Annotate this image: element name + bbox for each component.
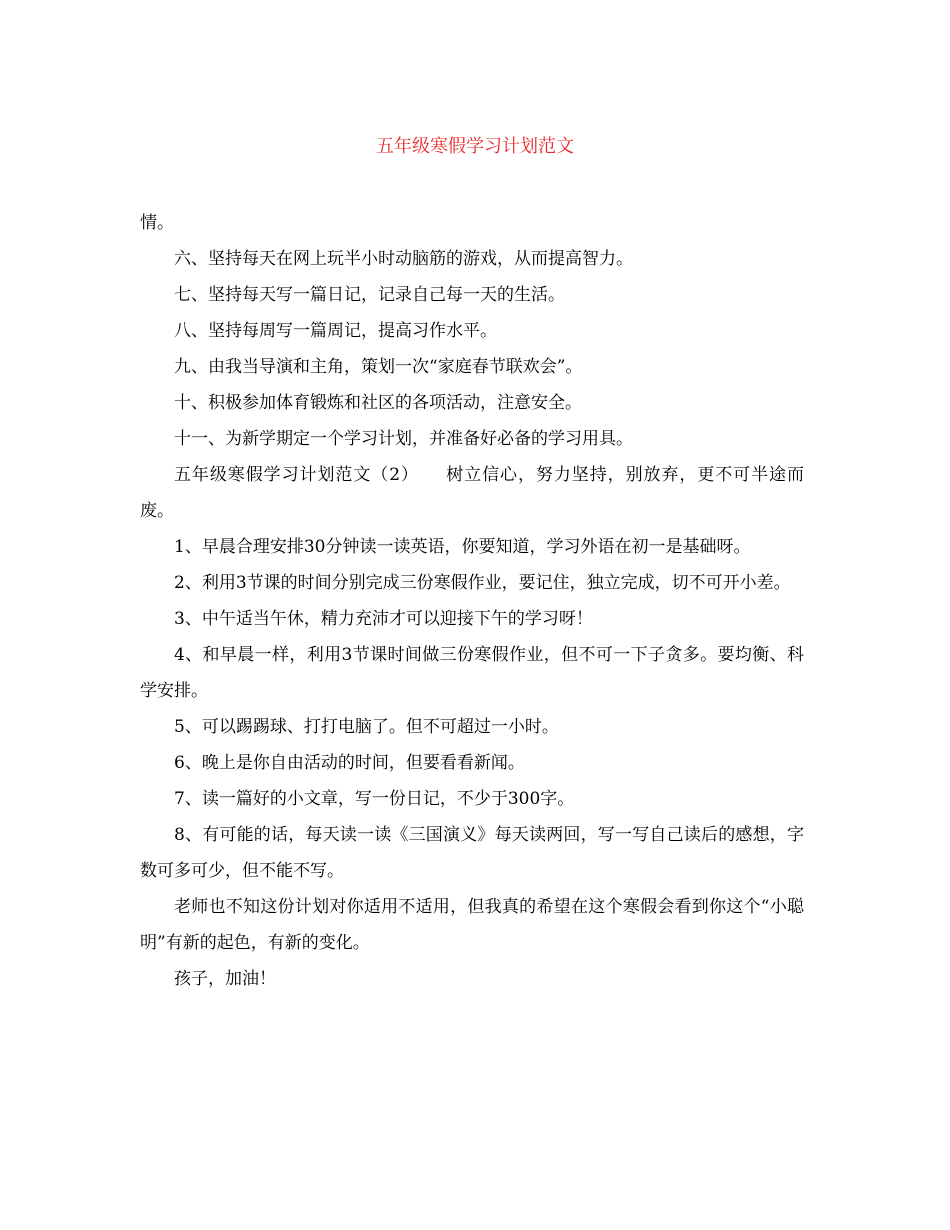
paragraph-2: 六、坚持每天在网上玩半小时动脑筋的游戏，从而提高智力。 xyxy=(174,249,633,269)
paragraph-12: 4、和早晨一样，利用3节课时间做三份寒假作业，但不可一下子贪多。要均衡、科学安排。 xyxy=(140,645,804,701)
paragraph-8: 五年级寒假学习计划范文（2） 树立信心，努力坚持，别放弃，更不可半途而废。 xyxy=(140,465,804,521)
paragraph-5: 九、由我当导演和主角，策划一次“家庭春节联欢会”。 xyxy=(174,357,583,377)
paragraph-10: 2、利用3节课的时间分别完成三份寒假作业，要记住，独立完成，切不可开小差。 xyxy=(174,573,791,593)
paragraph-17: 老师也不知这份计划对你适用不适用，但我真的希望在这个寒假会看到你这个“小聪明”有新的起色，有新的变化。 xyxy=(140,897,804,953)
paragraph-3: 七、坚持每天写一篇日记，记录自己每一天的生活。 xyxy=(174,285,565,305)
paragraph-18: 孩子，加油！ xyxy=(174,969,276,989)
paragraph-11: 3、中午适当午休，精力充沛才可以迎接下午的学习呀！ xyxy=(174,609,593,629)
paragraph-4: 八、坚持每周写一篇周记，提高习作水平。 xyxy=(174,321,497,341)
paragraph-13: 5、可以踢踢球、打打电脑了。但不可超过一小时。 xyxy=(174,717,559,737)
paragraph-16: 8、有可能的话，每天读一读《三国演义》每天读两回，写一写自己读后的感想，字数可多可少，但不能不写。 xyxy=(140,825,804,881)
paragraph-7: 十一、为新学期定一个学习计划，并准备好必备的学习用具。 xyxy=(174,429,633,449)
paragraph-15: 7、读一篇好的小文章，写一份日记，不少于300字。 xyxy=(174,789,575,809)
paragraph-6: 十、积极参加体育锻炼和社区的各项活动，注意安全。 xyxy=(174,393,582,413)
document-title: 五年级寒假学习计划范文 xyxy=(376,136,574,157)
paragraph-14: 6、晚上是你自由活动的时间，但要看看新闻。 xyxy=(174,753,525,773)
document-body xyxy=(140,205,804,997)
paragraph-9: 1、早晨合理安排30分钟读一读英语，你要知道，学习外语在初一是基础呀。 xyxy=(174,537,751,557)
paragraph-1: 情。 xyxy=(140,213,174,233)
